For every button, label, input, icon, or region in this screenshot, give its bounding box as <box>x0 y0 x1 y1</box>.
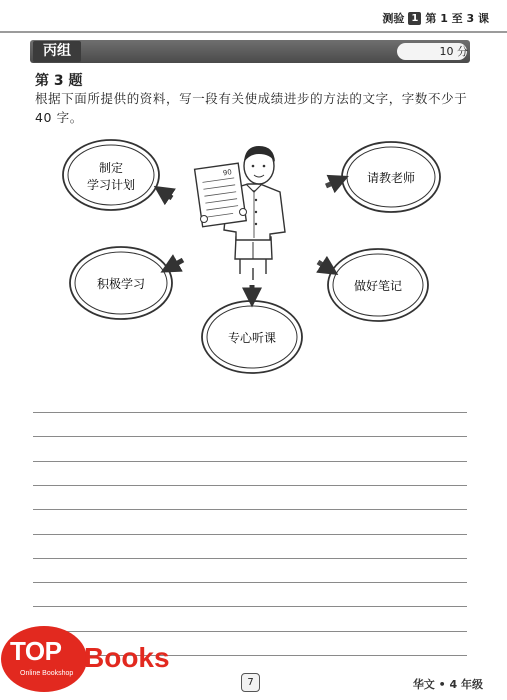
page-number: 7 <box>241 673 260 692</box>
paper-score: 90 <box>222 168 233 178</box>
bubble-ask-teacher-label: 请教老师 <box>366 171 416 185</box>
topbooks-logo-top: TOP <box>10 636 62 666</box>
writing-line[interactable] <box>33 436 467 437</box>
writing-line[interactable] <box>33 582 467 583</box>
bubble-active-learning <box>70 247 172 319</box>
section-label: 丙组 <box>33 41 81 62</box>
question-text: 根据下面所提供的资料，写一段有关使成绩进步的方法的文字，字数不少于 40 字。 <box>35 91 468 125</box>
bubble-attentive-class-label: 专心听课 <box>227 331 277 345</box>
bubble-study-plan-line1: 制定 <box>98 161 124 175</box>
writing-line[interactable] <box>33 485 467 486</box>
bubble-attentive-class <box>202 301 302 373</box>
student-illustration <box>195 146 285 280</box>
bubble-study-plan <box>63 140 159 210</box>
bubble-ask-teacher <box>342 142 440 212</box>
bubble-good-notes-label: 做好笔记 <box>353 279 403 293</box>
arrow-to-active-learning <box>167 260 183 269</box>
subject-grade: 华文 • 4 年级 <box>412 678 483 691</box>
writing-line[interactable] <box>33 412 467 413</box>
arrow-to-good-notes <box>318 262 332 271</box>
score-text: 10 分 <box>439 45 468 58</box>
topbooks-logo-subtext: Online Bookshop <box>20 670 74 677</box>
bubble-active-learning-label: 积极学习 <box>96 277 146 291</box>
topbooks-logo-books: Books <box>84 642 170 673</box>
writing-line[interactable] <box>33 509 467 510</box>
header-divider <box>0 31 507 33</box>
writing-line[interactable] <box>33 558 467 559</box>
test-label: 测验 <box>382 12 405 25</box>
bubble-study-plan-line2: 学习计划 <box>86 178 136 192</box>
question-title: 第 3 题 <box>35 73 83 89</box>
writing-line[interactable] <box>33 534 467 535</box>
test-header <box>382 7 489 29</box>
writing-line[interactable] <box>33 631 467 632</box>
bubble-good-notes <box>328 249 428 321</box>
arrow-to-study-plan <box>160 190 172 198</box>
arrow-to-ask-teacher <box>326 179 342 186</box>
mind-map-diagram <box>0 132 507 392</box>
test-number-badge: 1 <box>408 12 421 25</box>
lesson-range: 第 1 至 3 课 <box>425 12 489 25</box>
writing-line[interactable] <box>33 606 467 607</box>
writing-line[interactable] <box>33 461 467 462</box>
